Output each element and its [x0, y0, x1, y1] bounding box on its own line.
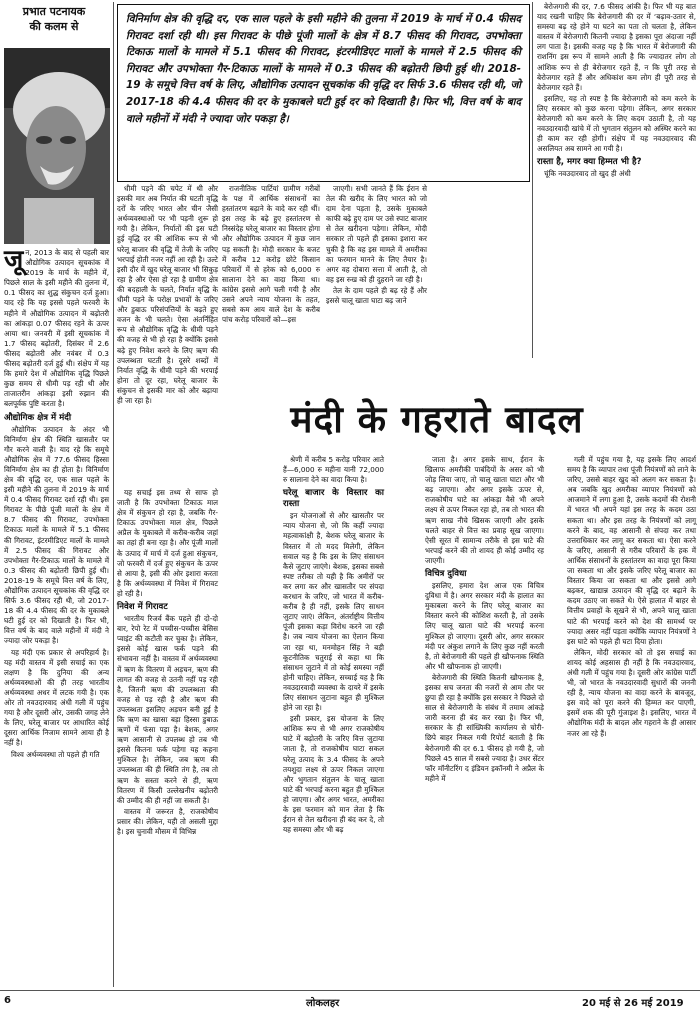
paragraph: भारतीय रिजर्व बैंक पहले ही दो-दो बार, रेपो रेट में पच्चीस-पच्चीस बेसिस प्वाइंट की कटौती कर चुका है। लेकिन, इससे कोई खास फर्क पड़ने की संभावना नहीं है। वास्तव में अर्थव्यवस्था में ऋण के वितरण में अड़चन, ऋण की लागत की वजह से उतनी नहीं पड़ रही है, जितनी ऋण की उपलब्धता की वजह से पड़ रही है और ऋण की उपलब्धता इसलिए अड़चन बनी हुई है कि ऋण का खासा बड़ा हिस्सा डुबाऊ ऋणों में फंसा पड़ा है। बेशक, अगर ऋण आसानी से उपलब्ध हो तब भी इससे कितना फर्क पड़ेगा यह कहना मुश्किल है। लेकिन, जब ऋण की उपलब्धता की ही स्थिति तंग है, तब तो ऋण के सस्ता करने से ही, ऋण वितरण में किसी उल्लेखनीय बढ़ोतरी की उम्मीद की ही नहीं जा सकती है।	[117, 614, 218, 805]
byline-subtitle: की कलम से	[29, 20, 79, 33]
paragraph: श्रेणी में करीब 5 करोड़ परिवार आते हैं—6,000 रु महीना यानी 72,000 रु सालाना देने का वादा किया है।	[283, 455, 384, 485]
issue-date: 20 मई से 26 मई 2019	[582, 998, 684, 1009]
column-5-bottom	[567, 455, 696, 986]
author-byline	[4, 4, 104, 34]
article-headline: मंदी के गहराते बादल	[290, 398, 584, 441]
author-name: प्रभात पटनायक	[22, 5, 86, 18]
paragraph: विश्व अर्थव्यवस्था तो पहले ही गति	[11, 749, 100, 759]
paragraph: औद्योगिक उत्पादन के अंदर भी विनिर्माण क्षेत्र की स्थिति खासतौर पर गौर करने वाली है। याद रहे कि समूचे औद्योगिक क्षेत्र में 77.6 फीसद हिस्सा विनिर्माण क्षेत्र का ही होता है। विनिर्माण क्षेत्र की वृद्धि दर, एक साल पहले के इसी महीने की तुलना में 2019 के मार्च में 0.4 फीसद गिरावट दर्शा रही थी। इस गिरावट के पीछे पूंजी मालों के क्षेत्र में 8.7 फीसद की गिरावट, उपभोक्ता टिकाऊ मालों के मामले में 5.1 फीसद की गिरावट, इंटरमीडिएट मालों के मामले में 2.5 फीसद की गिरावट और उपभोक्ता गैर-टिकाऊ मालों के मामले में 0.3 फीसद की बढ़ोतरी छिपी हुई थी। 2018-19 के समूचे वित्त वर्ष के लिए, औद्योगिक उत्पादन सूचकांक की वृद्धि दर सिर्फ 3.6 फीसद रही थी, जो 2017-18 की 4.4 फीसद की दर के मुकाबले घटी हुई दर को दिखाती है। फिर भी, वित्त वर्ष के बाद वाले महीनों में मंदी ने ज्यादा जोर पकड़ा है।	[4, 424, 109, 646]
paragraph: वास्तव में जरूरत है, राजकोषीय प्रसार की। लेकिन, यही तो असली मुद्दा है। इस चुनावी मौसम में विभिन्न	[117, 806, 218, 836]
column-1	[4, 245, 109, 988]
paragraph: यह सचाई इस तथ्य से साफ हो जाती है कि उपभोक्ता टिकाऊ माल क्षेत्र में संकुचन हो रहा है, जबकि गैर-टिकाऊ उपभोक्ता माल क्षेत्र, पिछले अप्रैल के मुकाबले में करीब-करीब जहां का तहां ही बना रहा है। और पूंजी मालों के उत्पाद में मार्च में दर्ज हुआ संकुचन, जो फरवरी में दर्ज हुए संकुचन के ऊपर से आया है, इसी की ओर इशारा करता है कि अर्थव्यवस्था में निवेश में गिरावट हो रही है।	[117, 488, 218, 598]
subheading: निवेश में गिरावट	[117, 602, 168, 613]
column-2-top	[117, 184, 218, 405]
paragraph: इसलिए, हमारा देश आज एक विचित्र दुविधा में है। अगर सरकार मंदी के हालात का मुकाबला करने के लिए घरेलू बाजार का विस्तार करने की कोशिश करती है, तो उसके लिए चालू खाता घाटे की भरपाई करना मुश्किल हो जाएगा। दूसरी ओर, अगर सरकार मंदी पर अंकुश लगाने के लिए कुछ नहीं करती है, तो बेरोजगारी की पहले ही खौफनाक स्थिति और भी खौफनाक हो जाएगी।	[425, 581, 544, 671]
footer-rule	[0, 990, 700, 991]
column-5-top	[537, 2, 696, 358]
publication-name: लोकलहर	[306, 998, 340, 1009]
paragraph: लेकिन, मोदी सरकार को तो इस सचाई का शायद कोई अहसास ही नहीं है कि नवउदारवाद, अंधी गली में पहुंच गया है। दूसरी ओर कांग्रेस पार्टी भी, जो भारत के नवउदारवादी सुधारों की जननी रही है, न्याय योजना का वादा करने के बावजूद, इस वादे को पूरा करने की हिम्मत कर पाएगी, इसमें शक की पूरी गुंजाइश है। इसलिए, भारत में औद्योगिक मंदी के बादल और गहराने के ही आसार नजर आ रहे हैं।	[567, 647, 696, 738]
author-photo	[4, 48, 110, 244]
paragraph: राजनीतिक पार्टियां ग्रामीण गरीबों के पक्ष में आर्थिक संसाधनों का हस्तांतरण बढ़ाने के वादे कर रही थीं। इस तरह के बढ़े हुए हस्तांतरण से निस्संदेह घरेलू बाजार का विस्तार होगा और औद्योगिक उत्पादन में कुछ जान पड़ सकती है। मोदी सरकार के बजट में करीब 12 करोड़ छोटे किसान परिवारों में से हरेक को 6,000 रु सालाना देने का वादा किया था। कांग्रेस इससे आगे चली गयी है और उसने अपने न्याय योजना के तहत, सबसे कम आय वाले देश के करीब पांच करोड़ परिवारों को—इस	[222, 184, 320, 325]
subheading: रास्ता है, मगर क्या हिम्मत भी है?	[537, 157, 642, 168]
column-divider	[532, 2, 533, 358]
paragraph: इन योजनाओं से और खासतौर पर न्याय योजना से, जो कि कहीं ज्यादा महत्वाकांक्षी है, बेशक घरेलू बाजार के विस्तार में तो मदद मिलेगी, लेकिन सवाल यह है कि इस के लिए संसाधन कैसे जुटाए जाएंगे। बेशक, इसका सबसे स्पष्ट तरीका तो यही है कि अमीरों पर कर लगा कर और खासतौर पर संपदा करधान के जरिए, जो भारत में करीब-करीब है ही नहीं, इसके लिए साधन जुटाए जाएं। लेकिन, अंतर्राष्ट्रीय वित्तीय पूंजी इसका कड़ा विरोध करने जा रही है। जब न्याय योजना का ऐलान किया जा रहा था, मनमोहन सिंह ने बड़ी कूटनीतिक चतुराई से कहा था कि संसाधन जुटाने में तो कोई समस्या नहीं होनी चाहिए। लेकिन, सच्चाई यह है कि नवउदारवादी व्यवस्था के दायरे में इसके लिए संसाधन जुटाना बहुत ही मुश्किल होने जा रहा है।	[283, 511, 384, 713]
column-3-bottom	[283, 455, 384, 986]
paragraph: गली में पहुंच गया है, यह इसके लिए आदर्श समय है कि व्यापार तथा पूंजी नियंत्रणों को लाने के जरिए, उससे बाहर खुद को अलग कर सकता है। अब जबकि खुद अमरीका व्यापार नियंत्रणों को आजमाने में लगा हुआ है, उसके कदमों की रोशनी में भारत भी अपने यहां इस तरह के कदम उठा सकता था। और इस तरह के नियंत्रणों को लागू करने के बाद, वह आसानी से संपदा कर तथा उत्तराधिकार कर लागू कर सकता था। ऐसा करने के जरिए, आसानी से गरीब परिवारों के हक में आर्थिक संसाधनों के हस्तांतरण का वादा पूरा किया जा सकता था और इसके जरिए घरेलू बाजार का विस्तार किया जा सकता था और इससे आगे बढ़कर, खाद्यान्न उत्पादन की वृद्धि दर बढ़ाने के कदम उठाए जा सकते थे। ऐसे हालात में बाहर से वित्तीय प्रवाहों के सूखने से भी, अपने चालू खाता घाटे की भरपाई करने को देश की सामर्थ्य पर ज्यादा असर नहीं पड़ता क्योंकि व्यापार नियंत्रणों ने इस घाटे को पहले ही घटा दिया होता।	[567, 455, 696, 646]
paragraph: जाता है। अगर इसके साथ, ईरान के खिलाफ अमरीकी पाबंदियों के असर को भी जोड़ लिया जाए, तो चालू खाता घाटा और भी बढ़ जाएगा। और अगर इसके ऊपर से, राजकोषीय घाटे का आंकड़ा वैसे भी अपने लक्ष्य से ऊपर निकल रहा हो, तब तो भारत की ऋण साख नीचे खिसक जाएगी और इसके चलते बाहर से वित्त का प्रवाह सूख जाएगा। ऐसी सूरत में सामान्य तरीके से इस घाटे की भरपाई करने की तो शायद ही कोई उम्मीद रह जाएगी।	[425, 455, 544, 565]
subheading: विचित्र दुविधा	[425, 569, 467, 580]
paragraph: जाएगी। सभी जानते हैं कि ईरान से तेल की खरीद के लिए भारत को जो दाम देना पड़ता है, उसके मुकाबले काफी बढ़े हुए दाम पर उसे स्पाट बाजार से तेल खरीदना पड़ेगा। लेकिन, मोदी सरकार तो पहले ही इसका इशारा कर चुकी है कि वह इस मामले में अमरीका का फरमान मानने के लिए तैयार है। अगर वह दोबारा सत्ता में आती है, तो वह इस रुख को ही दुहराने जा रही है।	[326, 184, 427, 284]
subheading: औद्योगिक क्षेत्र में मंदी	[4, 412, 72, 423]
paragraph: इसलिए, यह तो स्पष्ट है कि बेरोजगारी को कम करने के लिए सरकार को कुछ करना पड़ेगा। लेकिन, अगर सरकार बेरोजगारी को कम करने के लिए कदम उठाती है, तो यह नवउदारवादी खांचे में तो भुगतान संतुलन को अस्थिर करने का ही काम कर रही होगी। संक्षेप में यह नवउदारवाद की असलियत अब सामने आ गयी है।	[537, 93, 696, 154]
pull-quote: विनिर्माण क्षेत्र की वृद्धि दर, एक साल पहले के इसी महीने की तुलना में 2019 के मार्च में 0.4 फीसद गिरावट दर्शा रही थी। इस गिरावट के पीछे पूंजी मालों के क्षेत्र में 8.7 फीसद की गिरावट, उपभोक्ता टिकाऊ मालों के मामले में 5.1 फीसद की गिरावट, इंटरमीडिएट मालों के मामले में 2.5 फीसद की गिरावट और उपभोक्ता गैर-टिकाऊ मालों के मामले में 0.3 फीसद की बढ़ोतरी छिपी हुई थी। 2018-19 के समूचे वित्त वर्ष के लिए, औद्योगिक उत्पादन सूचकांक की वृद्धि दर सिर्फ 3.6 फीसद रही थी, जो 2017-18 की 4.4 फीसद की दर के मुकाबले घटी हुई दर को दिखाती है। फिर भी, वित्त वर्ष के बाद वाले महीनों में मंदी ने ज्यादा जोर पकड़ा है।	[117, 4, 530, 182]
paragraph: बेरोजगारी की दर, 7.6 फीसद आंकी है। फिर भी यह बात याद रखनी चाहिए कि बेरोजगारी की दर में ‘बढ़ाव-उतार से, समस्या बढ़ रहे होने या घटने का पता तो चलता है, लेकिन वास्तव में बेरोजगारी कितनी ज्यादा है इसका पूरा अंदाजा नहीं लग पाता है। इसकी वजह यह है कि भारत में बेरोजगारी की राशनिंग इस रूप में सामने आती है कि ज्यादातर लोग तो आंशिक रूप से ही बेरोजगार रहते हैं, न कि पूरी तरह से बेरोजगार रहते हैं और अधिकांश कम लोग ही पूरी तरह से बेरोजगार रहते हैं।	[537, 2, 696, 92]
subheading: घरेलू बाजार के विस्तार का रास्ता	[283, 488, 384, 510]
column-4-top	[326, 184, 427, 384]
page-number: 6	[4, 995, 11, 1006]
column-3-top	[222, 184, 320, 384]
column-divider	[113, 2, 114, 987]
paragraph: बेरोजगारी की स्थिति कितनी खौफनाक है, इसका सच जनता की नजरों से आम तौर पर छुपा ही रहा है क्योंकि इस सरकार ने पिछले दो साल से बेरोजगारी के संबंध में तमाम आंकड़े जारी करना ही बंद कर रखा है। फिर भी, सरकार के ही सांख्यिकी कार्यालय से चोरी-छिपे बाहर निकल गयी रिपोर्ट बताती है कि बेरोजगारी की दर 6.1 फीसद हो गयी है, जो पिछले 45 साल में सबसे ज्यादा है। उधर सेंटर फॉर मॉनीटरिंग द इंडियन इकॉनमी ने अप्रैल के महीने में	[425, 672, 544, 783]
paragraph: चूंकि नवउदारवाद तो खुद ही अंधी	[544, 169, 631, 179]
paragraph: धीमी पड़ने की चपेट में थी और इसकी मार अब निर्यात की घटती वृद्धि दरों के जरिए भारत और चीन जैसी अर्थव्यवस्थाओं पर भी पड़नी शुरू हो गयी है। लेकिन, निर्यातों की इस घटी हुई वृद्धि दर की आंशिक रूप से भी घरेलू बाजार की वृद्धि में तेजी के जरिए भरपाई होती नजर नहीं आ रही है। उल्टे इसी दौर में खुद घरेलू बाजार भी सिकुड़ रहा है और ऐसा हो रहा है ग्रामीण क्षेत्र की बदहाली के चलते, निर्यात वृद्धि के धीमी पड़ने के परोक्ष प्रभावों के जरिए और डुबाऊ परिसंपत्तियों के बढ़ते हुए वजन के भी चलते। ऐसा अंतर्निहित रूप से औद्योगिक वृद्धि के धीमी पड़ने की वजह से भी हो रहा है क्योंकि इससे बढ़े हुए निवेश करने के लिए ऋण की उपलब्धता घटती है। दूसरे शब्दों में निर्यात वृद्धि के धीमी पड़ने की भरपाई होना तो दूर रहा, घरेलू बाजार के संकुचन से इसकी मार को और बढ़ाया ही जा रहा है।	[117, 184, 218, 405]
intro-paragraph: न, 2013 के बाद से पहली बार औद्योगिक उत्पादन सूचकांक में 2019 के मार्च के महीने में, पिछले साल के इसी महीने की तुलना में, 0.1 फीसद का शुद्ध संकुचन दर्ज हुआ। याद रहे कि यह इससे पहले फरवरी के महीने में औद्योगिक उत्पादन में बढ़ोतरी का आंकड़ा 0.07 फीसद रहने के ऊपर आया था। जनवरी में इसी सूचकांक में 1.7 फीसद बढ़ोतरी, दिसंबर में 2.6 फीसद बढ़ोतरी और नवंबर में 0.3 फीसद बढ़ोतरी दर्ज हुई थी। संक्षेप में यह कि हमारे देश में औद्योगिक वृद्धि पिछले कुछ समय से धीमी पड़ रही थी और ताजातरीन आंकड़ा इसी रुझान की बलपूर्वक पुष्टि करता है।	[4, 248, 109, 409]
column-2-bottom	[117, 488, 218, 986]
paragraph: इसी प्रकार, इस योजना के लिए आंशिक रूप से भी अगर राजकोषीय घाटे में बढ़ोतरी के जरिए वित्त जुटाया जाता है, तो राजकोषीय घाटा सकल घरेलू उत्पाद के 3.4 फीसद के अपने तयशुदा लक्ष्य से ऊपर निकल जाएगा और भुगतान संतुलन के चालू खाता घाटे की भरपाई करना बहुत ही मुश्किल हो जाएगा। और अगर भारत, अमरीका के इस फरमान को मान लेता है कि ईरान से तेल खरीदना ही बंद कर दे, तो यह समस्या और भी बढ़	[283, 714, 384, 835]
drop-cap: जू	[4, 245, 24, 275]
author-portrait-image	[4, 48, 110, 244]
paragraph: तेल के दाम पहले ही बढ़ रहे हैं और इससे चालू खाता घाटा बढ़ जाने	[326, 285, 427, 306]
column-4-bottom	[425, 455, 544, 986]
paragraph: यह मंदी एक प्रकार से अपरिहार्य है। यह मंदी वास्तव में इसी सचाई का एक लक्षण है कि दुनिया की अन्य अर्थव्यवस्थाओं की ही तरह भारतीय अर्थव्यवस्था अधर में लटक गयी है। एक ओर तो नवउदारवाद अंधी गली में पहुंच गया है और दूसरी ओर, उसकी जगह लेने के लिए, घरेलू बाजार पर आधारित कोई दूसरा आर्थिक निजाम सामने आया ही है नहीं है।	[4, 647, 109, 748]
